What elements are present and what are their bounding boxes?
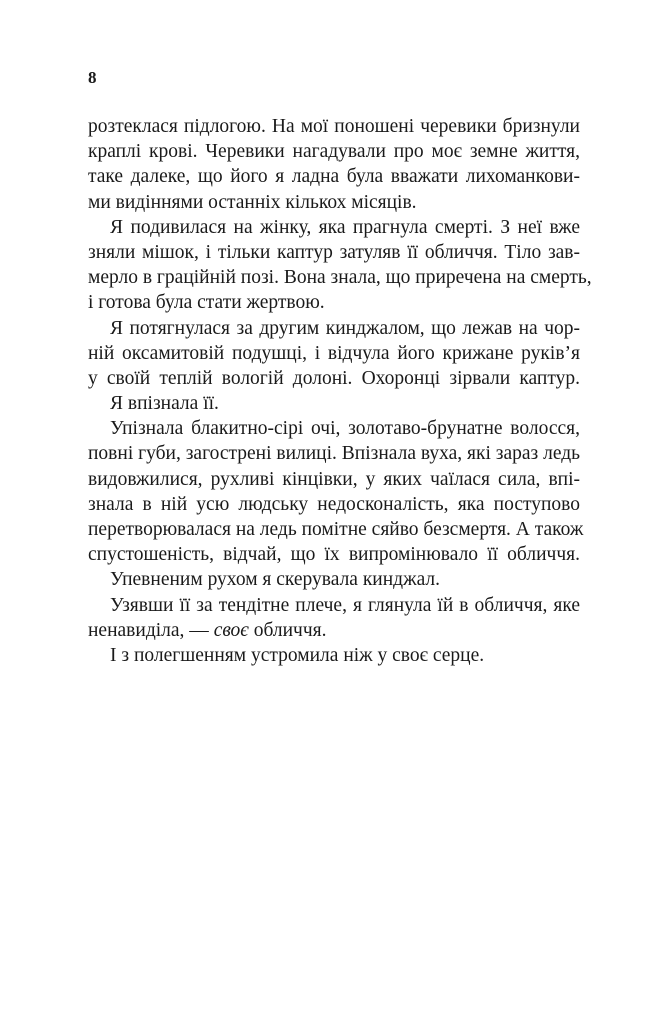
text-line: у своїй теплій вологій долоні. Охоронці зірвали каптур.: [88, 367, 580, 389]
paragraph-start-line: Я потягнулася за другим кинджалом, що лежав на чор-: [110, 317, 580, 339]
text-line: таке далеке, що його я ладна була вважати лихоманкови-: [88, 166, 580, 188]
text-line: зняли мішок, і тільки каптур затуляв її обличчя. Тіло зав-: [88, 241, 580, 263]
text-line: повні губи, загострені вилиці. Впізнала вуха, які зараз ледь: [88, 443, 581, 465]
body-text: [88, 114, 592, 668]
paragraph-start-line: І з полегшенням устромила ніж у своє серце.: [110, 644, 485, 666]
text-line: видовжилися, рухливі кінцівки, у яких чаїлася сила, впі-: [88, 468, 580, 490]
paragraph-start-line: Я подивилася на жінку, яка прагнула смерті. З неї вже: [110, 216, 580, 238]
text-line: і готова була стати жертвою.: [88, 292, 325, 314]
text-line: мерло в граційній позі. Вона знала, що приречена на смерть,: [88, 267, 592, 289]
text-line: ми видіннями останніх кількох місяців.: [88, 191, 417, 213]
italic-emphasis: своє: [213, 619, 249, 641]
text-line: розтеклася підлогою. На мої поношені черевики бризнули: [88, 116, 580, 137]
page-number: 8: [88, 68, 97, 87]
text-segment: ненавиділа, —: [88, 619, 214, 641]
text-line-with-italic: [88, 618, 580, 643]
paragraph-start-line: Упевненим рухом я скерувала кинджал.: [110, 569, 441, 591]
text-line: краплі крові. Черевики нагадували про моє земне життя,: [88, 141, 580, 163]
paragraph-start-line: Я впізнала її.: [110, 393, 219, 415]
text-line: знала в ній усю людську недосконалість, яка поступово: [88, 493, 580, 515]
text-line: ній оксамитовій подушці, і відчула його крижане руків’я: [88, 342, 580, 364]
paragraph-start-line: Упізнала блакитно-сірі очі, золотаво-брунатне волосся,: [110, 418, 580, 440]
text-line: перетворювалася на ледь помітне сяйво безсмертя. А також: [88, 519, 584, 540]
text-segment: обличчя.: [248, 619, 327, 641]
text-line: спустошеність, відчай, що їх випромінювало її обличчя.: [88, 544, 580, 566]
paragraph-start-line: Узявши її за тендітне плече, я глянула їй в обличчя, яке: [110, 594, 580, 616]
